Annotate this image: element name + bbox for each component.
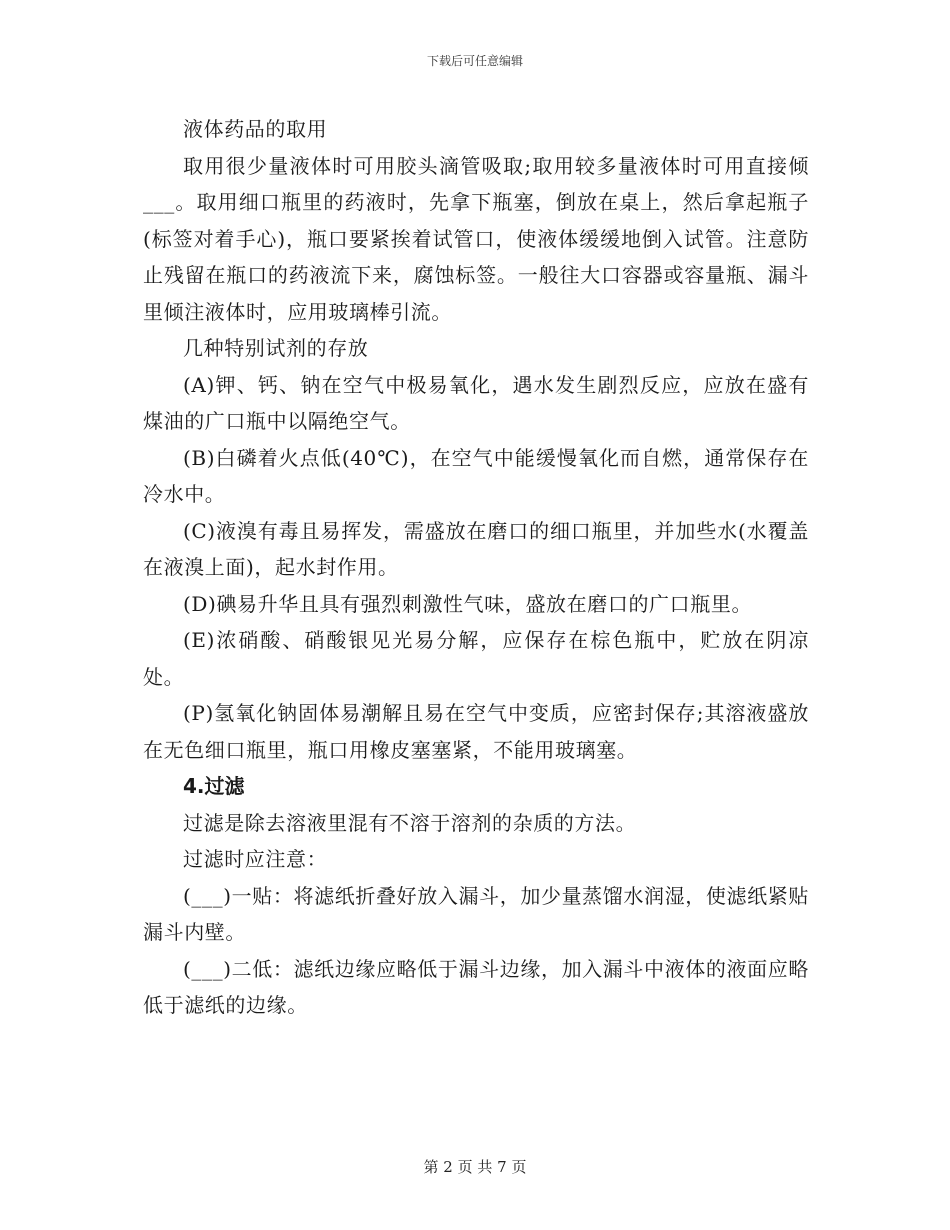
filter-heading: 4.过滤 <box>183 774 245 798</box>
document-body <box>143 111 809 1024</box>
storage-item-p: (P)氢氧化钠固体易潮解且易在空气中变质，应密封保存;其溶液盛放在无色细口瓶里，瓶口用橡皮塞塞紧，不能用玻璃塞。 <box>143 701 809 762</box>
filter-point-2: (___)二低：滤纸边缘应略低于漏斗边缘，加入漏斗中液体的液面应略低于滤纸的边缘。 <box>143 956 809 1017</box>
filter-note-title: 过滤时应注意： <box>183 847 328 871</box>
storage-item-b: (B)白磷着火点低(40℃)，在空气中能缓慢氧化而自燃，通常保存在冷水中。 <box>143 445 809 506</box>
storage-item-c: (C)液溴有毒且易挥发，需盛放在磨口的细口瓶里，并加些水(水覆盖在液溴上面)，起水封作用。 <box>143 518 809 579</box>
filter-point-1: (___)一贴：将滤纸折叠好放入漏斗，加少量蒸馏水润湿，使滤纸紧贴漏斗内壁。 <box>143 883 809 944</box>
storage-item-a: (A)钾、钙、钠在空气中极易氧化，遇水发生剧烈反应，应放在盛有煤油的广口瓶中以隔绝空气。 <box>143 372 809 433</box>
liquid-title: 液体药品的取用 <box>183 117 328 141</box>
storage-item-d: (D)碘易升华且具有强烈刺激性气味，盛放在磨口的广口瓶里。 <box>183 591 753 616</box>
page-header-note: 下载后可任意编辑 <box>426 54 523 68</box>
storage-title: 几种特别试剂的存放 <box>183 336 369 360</box>
page-number: 第 2 页 共 7 页 <box>423 1158 527 1176</box>
liquid-body: 取用很少量液体时可用胶头滴管吸取;取用较多量液体时可用直接倾___。取用细口瓶里的药液时，先拿下瓶塞，倒放在桌上，然后拿起瓶子(标签对着手心)，瓶口要紧挨着试管口，使液体缓缓地倒入试管。注意防止残留在瓶口的药液流下来，腐蚀标签。一般往大口容器或容量瓶、漏斗里倾注液体时，应用玻璃棒引流。 <box>143 153 809 324</box>
storage-item-e: (E)浓硝酸、硝酸银见光易分解，应保存在棕色瓶中，贮放在阴凉处。 <box>143 628 809 689</box>
filter-definition: 过滤是除去溶液里混有不溶于溶剂的杂质的方法。 <box>183 810 637 835</box>
